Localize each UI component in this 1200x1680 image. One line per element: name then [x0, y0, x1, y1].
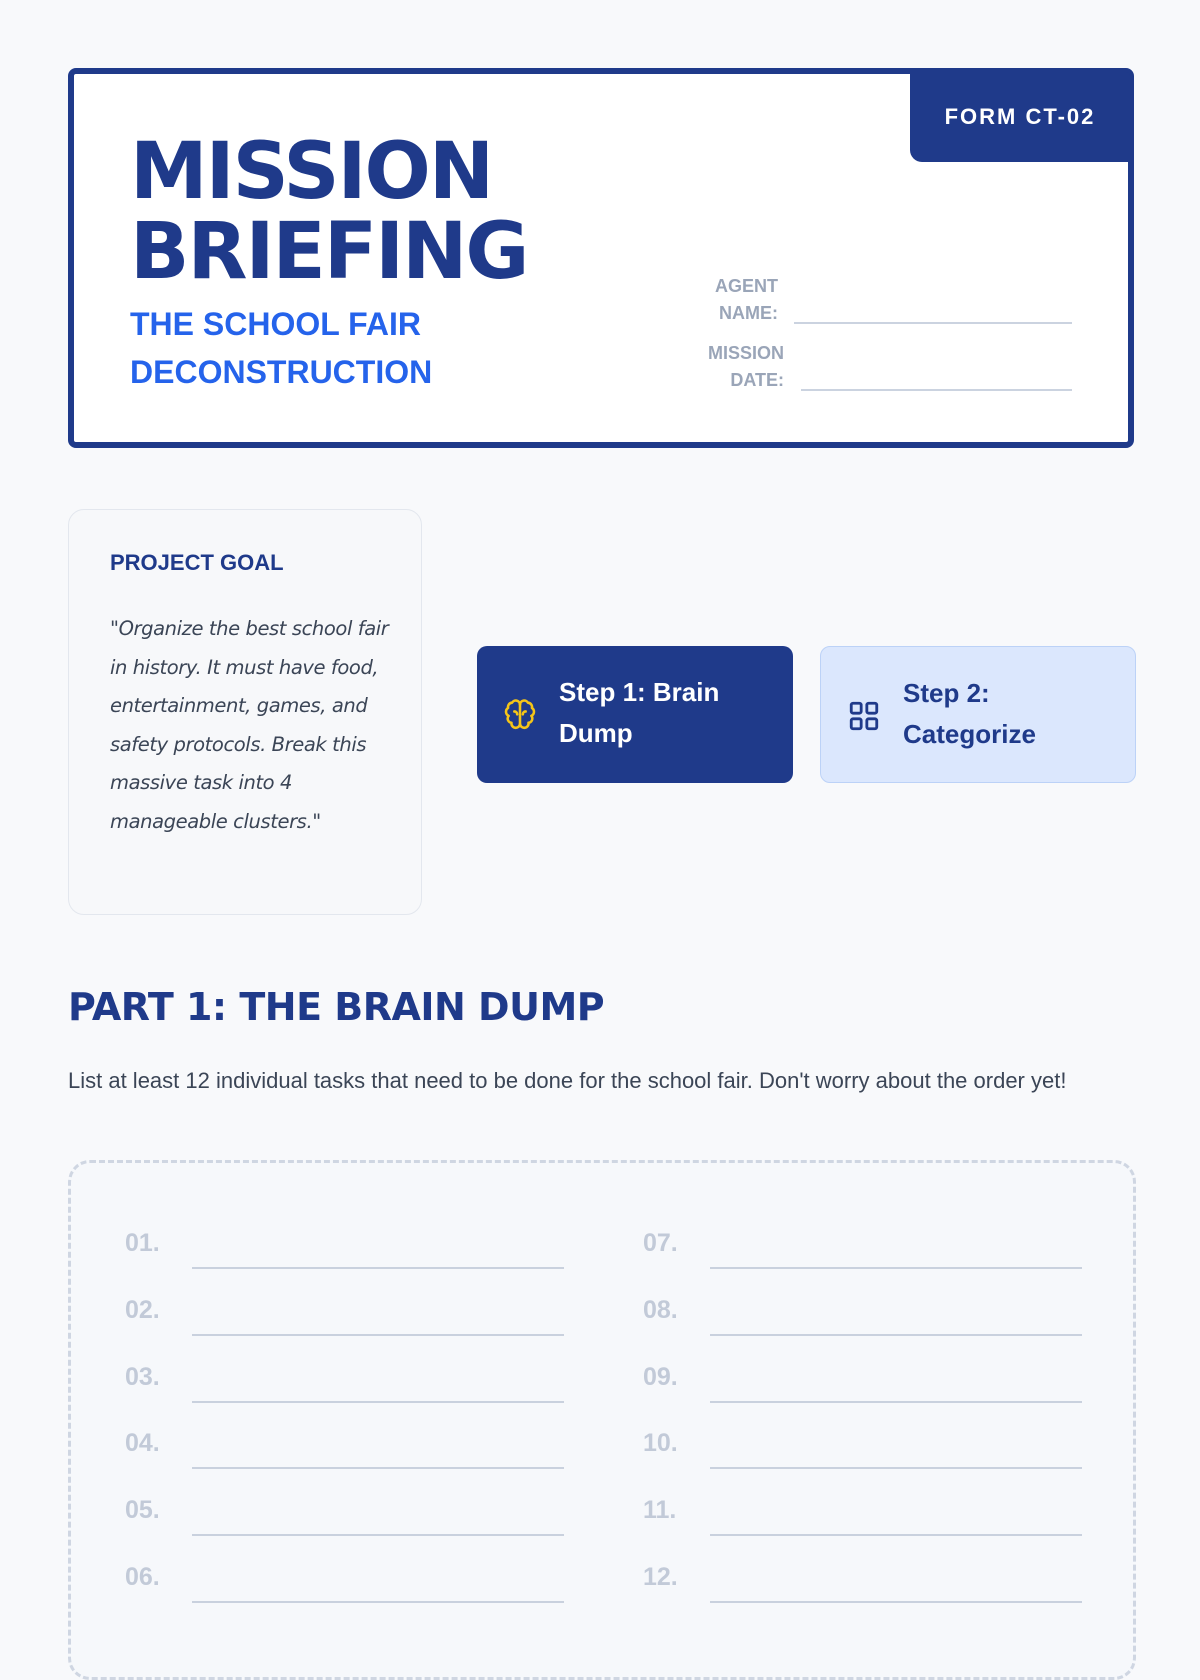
task-line[interactable] — [192, 1401, 564, 1403]
agent-name-label-line-1: AGENT — [715, 276, 778, 296]
subtitle-line-1: THE SCHOOL FAIR — [130, 306, 421, 342]
step-2-label: Step 2: Categorize — [903, 678, 1036, 749]
title-line-1: MISSION — [130, 127, 493, 217]
task-line[interactable] — [710, 1601, 1082, 1603]
page-title — [130, 127, 528, 297]
task-number: 09. — [643, 1363, 678, 1391]
mission-date-label-line-1: MISSION — [707, 343, 784, 363]
mission-date-label-line-2: DATE: — [730, 370, 784, 390]
task-number: 11. — [643, 1496, 677, 1524]
task-line[interactable] — [710, 1401, 1082, 1403]
task-line[interactable] — [192, 1267, 564, 1269]
part-1-description: List at least 12 individual tasks that need to be done for the school fair. Don't worry about the order yet! — [68, 1068, 1067, 1093]
part-1-title: PART 1: THE BRAIN DUMP — [68, 985, 605, 1029]
step-1-label: Step 1: Brain Dump — [559, 677, 720, 748]
task-number: 12. — [643, 1563, 678, 1591]
agent-name-label-line-2: NAME: — [719, 303, 778, 323]
project-goal-text: "Organize the best school fair in history. It must have food, entertainment, games, and safety protocols. Break this massive task into 4 manageable clusters." — [110, 617, 389, 833]
grid-icon — [847, 699, 881, 733]
agent-name-field[interactable] — [794, 322, 1072, 324]
task-number: 03. — [125, 1363, 160, 1391]
task-number: 01. — [125, 1229, 160, 1257]
page-subtitle — [130, 300, 432, 396]
task-line[interactable] — [710, 1534, 1082, 1536]
task-number: 04. — [125, 1429, 160, 1457]
task-number: 07. — [643, 1229, 678, 1257]
form-code: FORM CT-02 — [944, 104, 1096, 129]
task-line[interactable] — [192, 1601, 564, 1603]
task-line[interactable] — [192, 1467, 564, 1469]
mission-date-label — [708, 340, 784, 394]
task-line[interactable] — [710, 1467, 1082, 1469]
task-line[interactable] — [710, 1267, 1082, 1269]
brain-icon — [503, 698, 537, 732]
mission-date-field[interactable] — [801, 389, 1072, 391]
brain-dump-list — [68, 1160, 1136, 1680]
project-goal-card — [68, 509, 422, 915]
agent-name-label — [715, 273, 778, 327]
subtitle-line-2: DECONSTRUCTION — [130, 354, 433, 390]
step-brain-dump[interactable] — [477, 646, 793, 783]
step-categorize[interactable] — [820, 646, 1136, 783]
task-number: 10. — [643, 1429, 678, 1457]
task-line[interactable] — [192, 1334, 564, 1336]
task-line[interactable] — [192, 1534, 564, 1536]
task-number: 05. — [125, 1496, 160, 1524]
task-number: 02. — [125, 1296, 160, 1324]
task-number: 08. — [643, 1296, 678, 1324]
project-goal-title: PROJECT GOAL — [110, 550, 284, 575]
task-line[interactable] — [710, 1334, 1082, 1336]
title-line-2: BRIEFING — [130, 207, 528, 297]
mission-header-card — [68, 68, 1134, 448]
form-code-badge — [910, 72, 1130, 162]
task-number: 06. — [125, 1563, 160, 1591]
